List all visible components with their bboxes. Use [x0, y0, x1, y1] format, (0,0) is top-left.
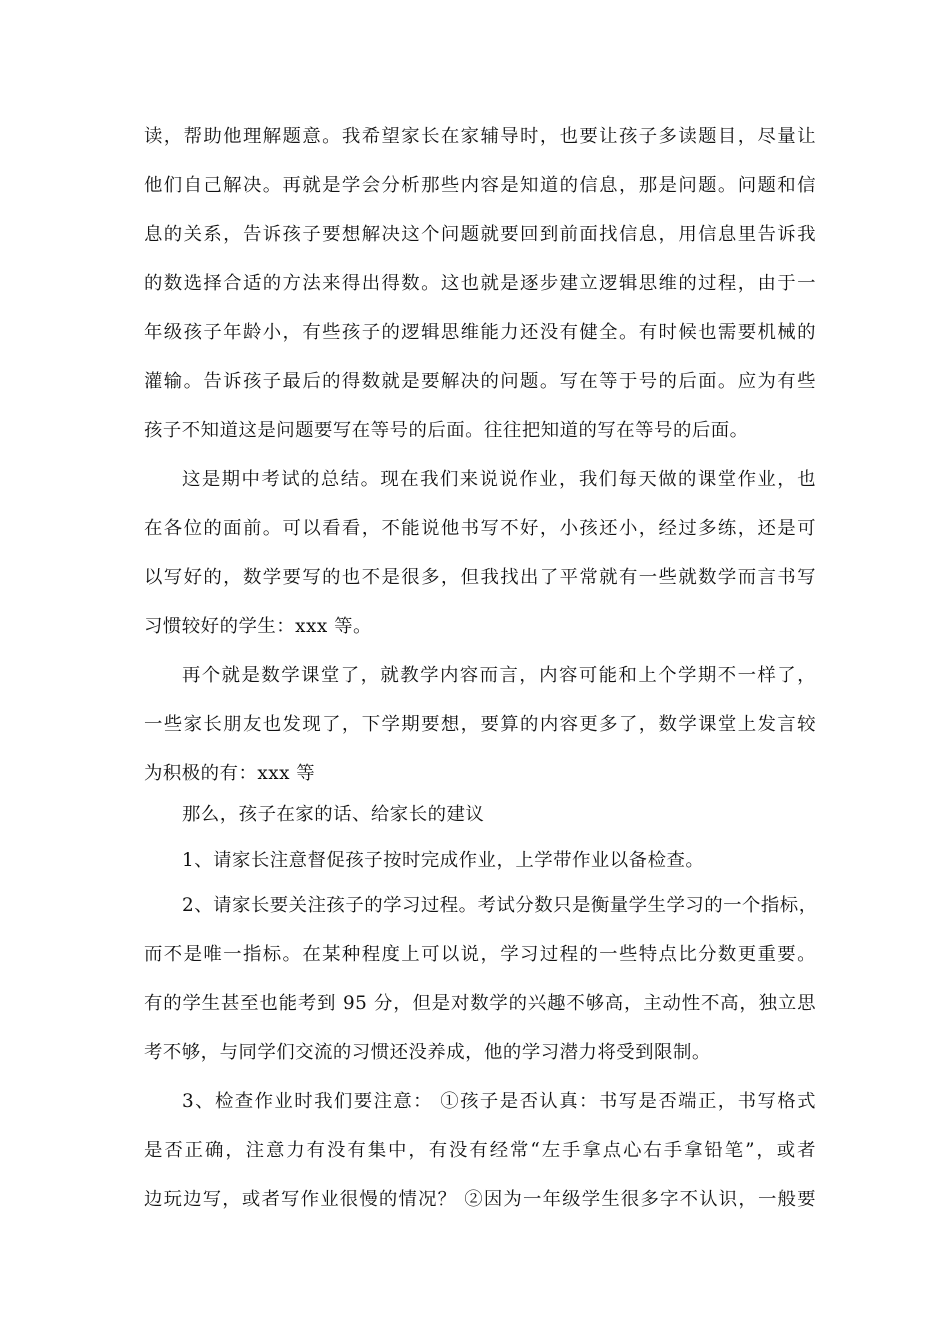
text-line-14: 为积极的有：xxx 等: [144, 763, 316, 784]
text-line-13: 一些家长朋友也发现了，下学期要想，要算的内容更多了，数学课堂上发言较: [144, 714, 816, 735]
text-line-20: 考不够，与同学们交流的习惯还没养成，他的学习潜力将受到限制。: [144, 1042, 711, 1063]
text-line-16: 1、请家长注意督促孩子按时完成作业，上学带作业以备检查。: [182, 850, 705, 871]
text-line-6: 灌输。告诉孩子最后的得数就是要解决的问题。写在等于号的后面。应为有些: [144, 371, 816, 392]
text-line-10: 以写好的，数学要写的也不是很多，但我找出了平常就有一些就数学而言书写: [144, 567, 816, 588]
text-line-19: 有的学生甚至也能考到 95 分，但是对数学的兴趣不够高，主动性不高，独立思: [144, 993, 816, 1014]
text-line-5: 年级孩子年龄小，有些孩子的逻辑思维能力还没有健全。有时候也需要机械的: [144, 322, 816, 343]
text-line-4: 的数选择合适的方法来得出得数。这也就是逐步建立逻辑思维的过程，由于一: [144, 273, 816, 294]
text-line-15: 那么，孩子在家的话、给家长的建议: [182, 804, 485, 825]
text-line-3: 息的关系，告诉孩子要想解决这个问题就要回到前面找信息，用信息里告诉我: [144, 224, 816, 245]
text-line-23: 边玩边写，或者写作业很慢的情况？ ②因为一年级学生很多字不认识，一般要: [144, 1189, 816, 1210]
text-line-8: 这是期中考试的总结。现在我们来说说作业，我们每天做的课堂作业，也: [182, 469, 816, 490]
text-line-2: 他们自己解决。再就是学会分析那些内容是知道的信息，那是问题。问题和信: [144, 175, 816, 196]
text-line-12: 再个就是数学课堂了，就教学内容而言，内容可能和上个学期不一样了，: [182, 665, 816, 686]
text-line-17: 2、请家长要关注孩子的学习过程。考试分数只是衡量学生学习的一个指标，: [182, 895, 818, 916]
text-line-18: 而不是唯一指标。在某种程度上可以说，学习过程的一些特点比分数更重要。: [144, 944, 816, 965]
text-line-9: 在各位的面前。可以看看，不能说他书写不好，小孩还小，经过多练，还是可: [144, 518, 816, 539]
text-line-1: 读，帮助他理解题意。我希望家长在家辅导时，也要让孩子多读题目，尽量让: [144, 126, 816, 147]
text-line-22: 是否正确，注意力有没有集中，有没有经常“左手拿点心右手拿铅笔”，或者: [144, 1140, 816, 1161]
text-line-21: 3、检查作业时我们要注意： ①孩子是否认真：书写是否端正，书写格式: [182, 1091, 816, 1112]
text-line-11: 习惯较好的学生：xxx 等。: [144, 616, 372, 637]
text-line-7: 孩子不知道这是问题要写在等号的后面。往往把知道的写在等号的后面。: [144, 420, 749, 441]
